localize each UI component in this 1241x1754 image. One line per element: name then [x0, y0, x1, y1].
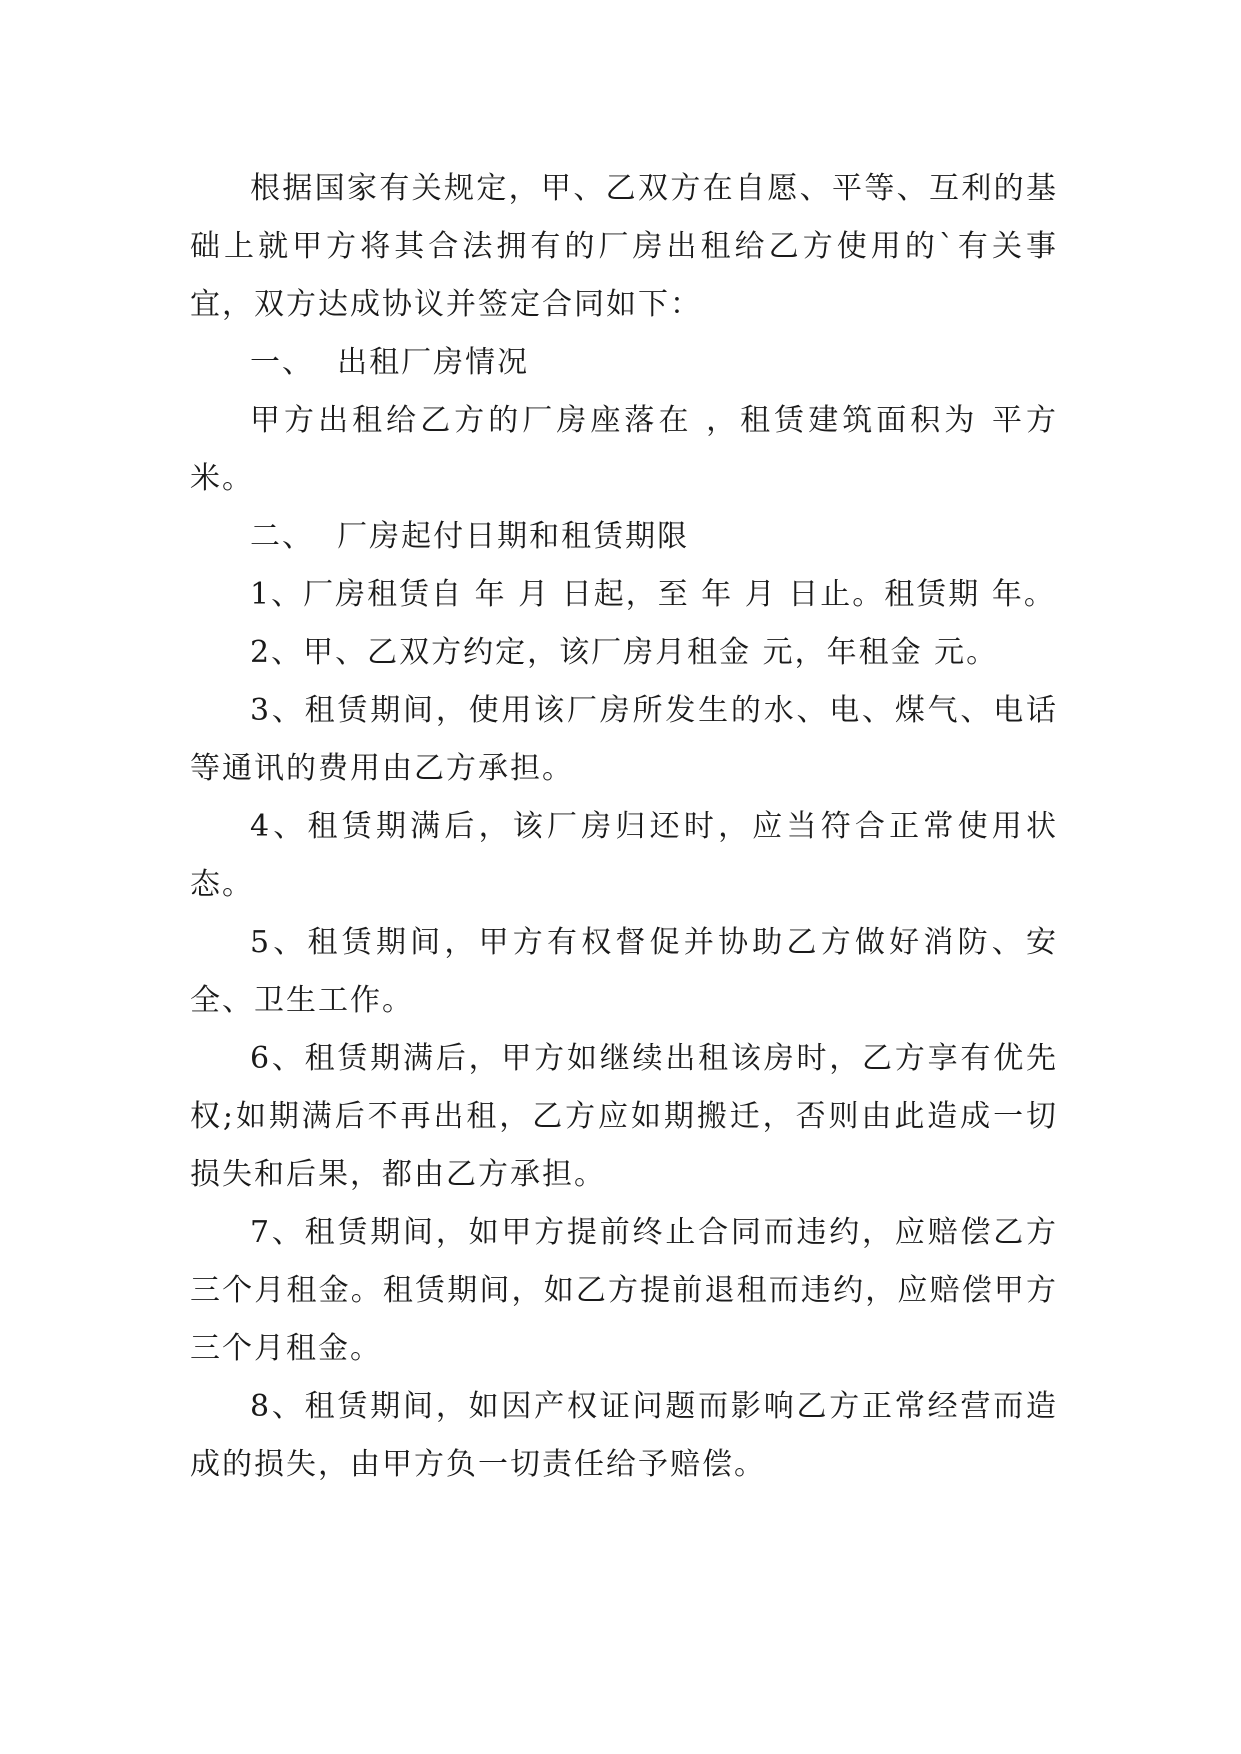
clause-7: 7、租赁期间，如甲方提前终止合同而违约，应赔偿乙方三个月租金。租赁期间，如乙方提前退租而违约，应赔偿甲方三个月租金。 [190, 1215, 1058, 1366]
section-heading-1: 一、 出租厂房情况 [250, 345, 530, 380]
section-1-paragraph: 甲方出租给乙方的厂房座落在 ，租赁建筑面积为 平方米。 [190, 403, 1058, 496]
document-body [190, 160, 1058, 1494]
section-heading-2: 二、 厂房起付日期和租赁期限 [250, 519, 690, 554]
clause-6: 6、租赁期满后，甲方如继续出租该房时，乙方享有优先权;如期满后不再出租，乙方应如期搬迁，否则由此造成一切损失和后果，都由乙方承担。 [190, 1041, 1058, 1192]
clause-8: 8、租赁期间，如因产权证问题而影响乙方正常经营而造成的损失，由甲方负一切责任给予赔偿。 [190, 1389, 1058, 1482]
clause-2: 2、甲、乙双方约定，该厂房月租金 元，年租金 元。 [250, 635, 999, 670]
clause-3: 3、租赁期间，使用该厂房所发生的水、电、煤气、电话等通讯的费用由乙方承担。 [190, 693, 1058, 786]
intro-paragraph: 根据国家有关规定，甲、乙双方在自愿、平等、互利的基础上就甲方将其合法拥有的厂房出租给乙方使用的`有关事宜，双方达成协议并签定合同如下： [190, 171, 1058, 322]
clause-5: 5、租赁期间，甲方有权督促并协助乙方做好消防、安全、卫生工作。 [190, 925, 1058, 1018]
clause-4: 4、租赁期满后，该厂房归还时，应当符合正常使用状态。 [190, 809, 1058, 902]
clause-1: 1、厂房租赁自 年 月 日起，至 年 月 日止。租赁期 年。 [250, 577, 1056, 612]
